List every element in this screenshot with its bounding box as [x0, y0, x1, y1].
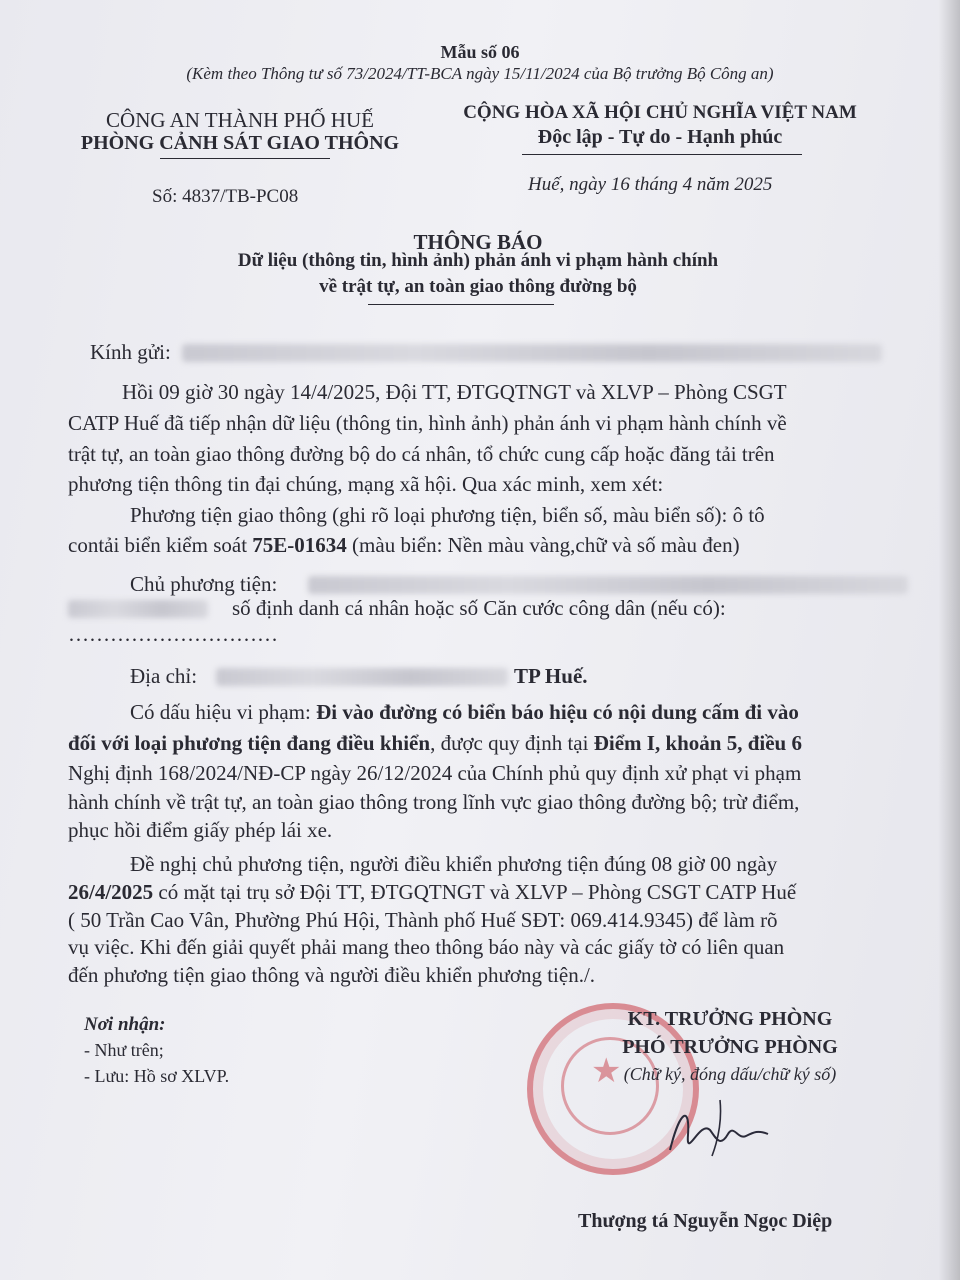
p1-line1: Hồi 09 giờ 30 ngày 14/4/2025, Đội TT, ĐTGQTNGT và XLVP – Phòng CSGT: [122, 380, 787, 404]
page-shadow: [938, 0, 960, 1280]
violation-line2: đối với loại phương tiện đang điều khiển, được quy định tại Điểm I, khoản 5, điều 6: [68, 731, 802, 755]
handwritten-signature: [650, 1090, 780, 1170]
owner-id-dots: …………………………: [68, 622, 278, 646]
nation-line2: Độc lập - Tự do - Hạnh phúc: [537, 126, 783, 148]
nation-underline: [522, 154, 802, 155]
form-reference: (Kèm theo Thông tư số 73/2024/TT-BCA ngày 15/11/2024 của Bộ trưởng Bộ Công an): [186, 64, 774, 83]
address-label: Địa chỉ:: [130, 664, 198, 688]
document-number: Số: 4837/TB-PC08: [152, 186, 299, 207]
seal-star-icon: ★: [591, 1053, 622, 1090]
recipients-item-1: - Như trên;: [84, 1040, 164, 1060]
vehicle-line1: Phương tiện giao thông (ghi rõ loại phương tiện, biển số, màu biển số): ô tô: [130, 503, 765, 527]
recipients-item-2: - Lưu: Hồ sơ XLVP.: [84, 1066, 230, 1086]
redacted-address: [216, 668, 508, 686]
violation-line1: Có dấu hiệu vi phạm: Đi vào đường có biển báo hiệu có nội dung cấm đi vào: [130, 700, 799, 724]
signature-note: (Chữ ký, đóng dấu/chữ ký số): [623, 1064, 837, 1084]
document-subtitle-2: về trật tự, an toàn giao thông đường bộ: [319, 276, 637, 297]
request-line5: đến phương tiện giao thông và người điều khiển phương tiện./.: [68, 963, 596, 987]
subtitle-underline: [368, 304, 554, 305]
agency-underline: [160, 158, 330, 159]
violation-line4: hành chính về trật tự, an toàn giao thông trong lĩnh vực giao thông đường bộ; trừ điểm,: [68, 790, 800, 814]
form-number: Mẫu số 06: [440, 42, 520, 62]
request-line1: Đề nghị chủ phương tiện, người điều khiển phương tiện đúng 08 giờ 00 ngày: [130, 852, 778, 876]
request-line2: 26/4/2025 có mặt tại trụ sở Đội TT, ĐTGQTNGT và XLVP – Phòng CSGT CATP Huế: [68, 880, 797, 904]
agency-line1: CÔNG AN THÀNH PHỐ HUẾ: [106, 108, 374, 132]
signature-title-1: KT. TRƯỞNG PHÒNG: [627, 1008, 833, 1030]
signature-title-2: PHÓ TRƯỞNG PHÒNG: [622, 1036, 838, 1058]
nation-line1: CỘNG HÒA XÃ HỘI CHỦ NGHĨA VIỆT NAM: [463, 102, 857, 123]
violation-line5: phục hồi điểm giấy phép lái xe.: [68, 818, 333, 842]
redacted-recipient: [182, 344, 882, 362]
license-plate: 75E-01634: [252, 533, 347, 557]
address-city: TP Huế.: [514, 664, 588, 688]
owner-label: Chủ phương tiện:: [130, 572, 278, 596]
vehicle-line2: contải biển kiểm soát 75E-01634 (màu biển: Nền màu vàng,chữ và số màu đen): [68, 533, 740, 557]
request-line3: ( 50 Trần Cao Vân, Phường Phú Hội, Thành phố Huế SĐT: 069.414.9345) để làm rõ: [68, 908, 778, 932]
redacted-owner-id: [68, 600, 208, 618]
owner-id-text: số định danh cá nhân hoặc số Căn cước công dân (nếu có):: [232, 596, 726, 620]
agency-line2: PHÒNG CẢNH SÁT GIAO THÔNG: [80, 132, 400, 154]
p1-line3: trật tự, an toàn giao thông đường bộ do cá nhân, tổ chức cung cấp hoặc đăng tải trên: [68, 442, 775, 466]
recipients-label: Nơi nhận:: [84, 1014, 166, 1035]
request-line4: vụ việc. Khi đến giải quyết phải mang theo thông báo này và các giấy tờ có liên quan: [68, 935, 785, 959]
recipient-label: Kính gửi:: [90, 340, 171, 364]
document-subtitle-1: Dữ liệu (thông tin, hình ảnh) phản ánh vi phạm hành chính: [237, 250, 719, 271]
signer-name: Thượng tá Nguyễn Ngọc Diệp: [578, 1210, 833, 1232]
redacted-owner-name: [308, 576, 908, 594]
place-date: Huế, ngày 16 tháng 4 năm 2025: [528, 174, 773, 195]
violation-line3: Nghị định 168/2024/NĐ-CP ngày 26/12/2024 của Chính phủ quy định xử phạt vi phạm: [68, 761, 802, 785]
document-title: THÔNG BÁO: [413, 230, 543, 254]
p1-line4: phương tiện thông tin đại chúng, mạng xã hội. Qua xác minh, xem xét:: [68, 472, 664, 496]
p1-line2: CATP Huế đã tiếp nhận dữ liệu (thông tin, hình ảnh) phản ánh vi phạm hành chính về: [68, 411, 787, 435]
